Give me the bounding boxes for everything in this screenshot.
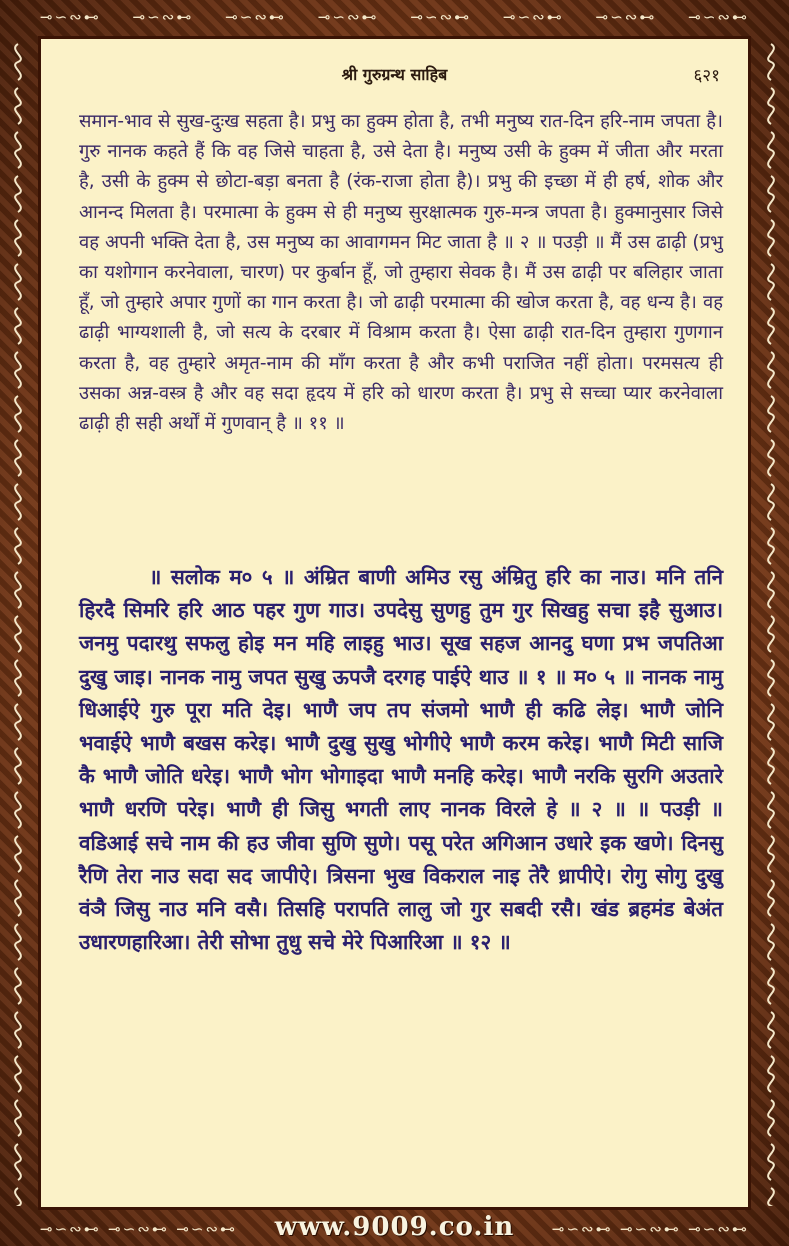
page-header — [41, 63, 748, 87]
ornament: ⊸∽∾⊷ — [40, 8, 101, 26]
scroll-ornament-icon — [757, 40, 785, 1206]
ornament: ⊸∽∾⊷ — [595, 8, 657, 26]
original-verse-text: ॥ सलोक म० ५ ॥ अंम्रित बाणी अमिउ रसु अंम्रितु हरि का नाउ। मनि तनि हिरदै सिमरि हरि आठ पहर गुण गाउ। उपदेसु सुणहु तुम गुर सिखहु सचा इहै सुआउ। जनमु पदारथु सफलु होइ मन महि लाइहु भाउ। सूख सहज आनदु घणा प्रभ जपतिआ दुखु जाइ। नानक नामु जपत सुखु ऊपजै दरगह पाईऐ थाउ ॥ १ ॥ म० ५ ॥ नानक नामु धिआईऐ गुरु पूरा मति देइ। भाणै जप तप संजमो भाणै ही कढि लेइ। भाणै जोनि भवाईऐ भाणै बखस करेइ। भाणै दुखु सुखु भोगीऐ भाणै करम करेइ। भाणै मिटी साजि कै भाणै जोति धरेइ। भाणै भोग भोगाइदा भाणै मनहि करेइ। भाणै नरकि सुरगि अउतारे भाणै धरणि परेइ। भाणै ही जिसु भगती लाए नानक विरले हे ॥ २ ॥ ॥ पउड़ी ॥ वडिआई सचे नाम की हउ जीवा सुणि सुणे। पसू परेत अगिआन उधारे इक खणे। दिनसु रैणि तेरा नाउ सदा सद जापीऐ। त्रिसना भुख विकराल नाइ तेरै ध्रापीऐ। रोगु सोगु दुखु वंञै जिसु नाउ मनि वसै। तिसहि परापति लालु जो गुर सबदी रसै। खंड ब्रहमंड बेअंत उधारणहारिआ। तेरी सोभा तुधु सचे मेरे पिआरिआ ॥ १२ ॥ — [79, 565, 723, 955]
ornament: ⊸∽∾⊷ — [551, 1220, 613, 1238]
original-verse-block — [79, 561, 723, 959]
ornament: ⊸∽∾⊷ — [317, 8, 379, 26]
ornament: ⊸∽∾⊷ — [503, 8, 564, 26]
scroll-ornament-icon — [4, 40, 32, 1206]
ornament: ⊸∽∾⊷ — [688, 1220, 749, 1238]
ornament: ⊸∽∾⊷ — [108, 1220, 169, 1238]
top-ornament-border — [40, 2, 749, 32]
website-link[interactable]: www.9009.co.in — [274, 1212, 515, 1242]
left-ornament-border — [4, 40, 32, 1206]
ornament: ⊸∽∾⊷ — [176, 1220, 238, 1238]
ornament: ⊸∽∾⊷ — [620, 1220, 681, 1238]
ornament: ⊸∽∾⊷ — [410, 8, 472, 26]
ornament: ⊸∽∾⊷ — [688, 8, 749, 26]
ornament: ⊸∽∾⊷ — [40, 1220, 101, 1238]
scripture-page — [38, 36, 751, 1210]
page-title: श्री गुरुग्रन्थ साहिब — [341, 65, 448, 84]
right-ornament-border — [757, 40, 785, 1206]
ornament: ⊸∽∾⊷ — [225, 8, 286, 26]
page-number: ६२१ — [693, 66, 720, 86]
translation-text: समान-भाव से सुख-दुःख सहता है। प्रभु का हुक्म होता है, तभी मनुष्य रात-दिन हरि-नाम जपता है। गुरु नानक कहते हैं कि वह जिसे चाहता है, उसे देता है। मनुष्य उसी के हुक्म में जीता और मरता है, उसी के हुक्म से छोटा-बड़ा बनता है (रंक-राजा होता है)। प्रभु की इच्छा में ही हर्ष, शोक और आनन्द मिलता है। परमात्मा के हुक्म से ही मनुष्य सुरक्षात्मक गुरु-मन्त्र जपता है। हुक्मानुसार जिसे वह अपनी भक्ति देता है, उस मनुष्य का आवागमन मिट जाता है ॥ २ ॥ पउड़ी ॥ मैं उस ढाढ़ी (प्रभु का यशोगान करनेवाला, चारण) पर कुर्बान हूँ, जो तुम्हारा सेवक है। मैं उस ढाढ़ी पर बलिहार जाता हूँ, जो तुम्हारे अपार गुणों का गान करता है। जो ढाढ़ी परमात्मा की खोज करता है, वह धन्य है। वह ढाढ़ी भाग्यशाली है, जो सत्य के दरबार में विश्राम करता है। ऐसा ढाढ़ी रात-दिन तुम्हारा गुणगान करता है, वह तुम्हारे अमृत-नाम की माँग करता है और कभी पराजित नहीं होता। परमसत्य ही उसका अन्न-वस्त्र है और वह सदा हृदय में हरि को धारण करता है। प्रभु से सच्चा प्यार करनेवाला ढाढ़ी ही सही अर्थों में गुणवान् है ॥ ११ ॥ — [79, 111, 723, 435]
translation-block — [79, 107, 723, 439]
ornament: ⊸∽∾⊷ — [132, 8, 194, 26]
